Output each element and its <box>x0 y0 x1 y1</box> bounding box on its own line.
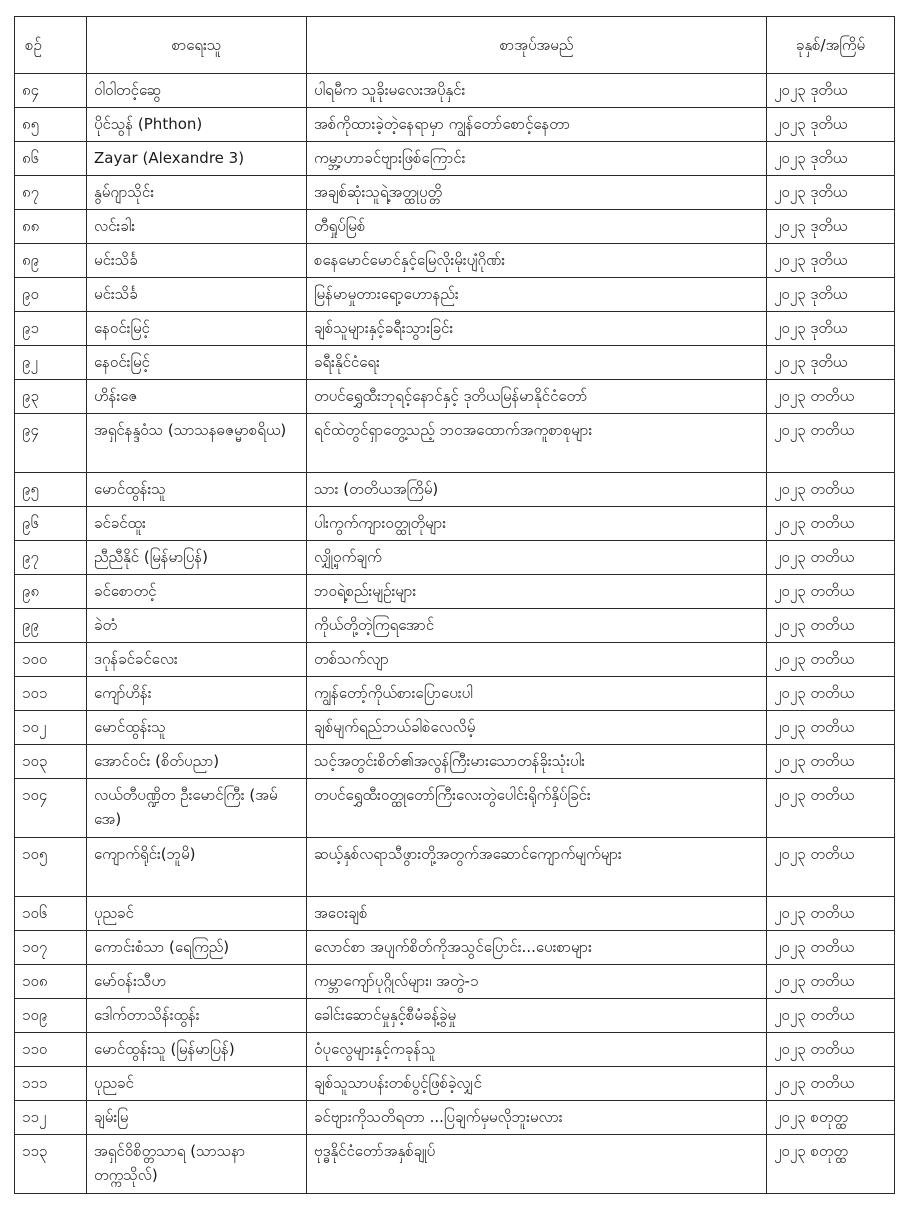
row-number: ၁၀၃ <box>15 745 87 779</box>
row-author: ခင်ခင်ထူး <box>87 507 307 541</box>
row-number: ၁၀၅ <box>15 838 87 897</box>
row-title: သင့်အတွင်းစိတ်၏အလွန်ကြီးမားသောတန်ခိုးသုံးပါး <box>307 745 767 779</box>
row-title: ဆယ့်နှစ်လရာသီဖွားတို့အတွက်အဆောင်ကျောက်မျက်များ <box>307 838 767 897</box>
row-number: ၁၁၂ <box>15 1101 87 1135</box>
row-number: ၉၅ <box>15 473 87 507</box>
row-author: နေဝင်းမြင့် <box>87 346 307 380</box>
row-author: Zayar (Alexandre 3) <box>87 142 307 176</box>
row-edition: ၂၀၂၃ တတိယ <box>767 541 895 575</box>
table-row <box>15 931 895 965</box>
row-edition: ၂၀၂၃ တတိယ <box>767 1067 895 1101</box>
row-author: ပုညခင် <box>87 1067 307 1101</box>
row-title: တီရှုပ်မြစ် <box>307 210 767 244</box>
row-title: ကိုယ်တို့တဲ့ကြရအောင် <box>307 609 767 643</box>
row-author: ပိုင်သွန် (Phthon) <box>87 108 307 142</box>
row-title: တပင်ရွှေထီးဘုရင့်နောင်နှင့် ဒုတိယမြန်မာနိုင်ငံတော် <box>307 380 767 414</box>
row-title: မြန်မာမှုတားရော့ဟောနည်း <box>307 278 767 312</box>
row-edition: ၂၀၂၃ ဒုတိယ <box>767 74 895 108</box>
table-row <box>15 74 895 108</box>
row-title: တပင်ရွှေထီးဝတ္ထုတော်ကြီးလေးတွဲပေါင်းရိုက်နှိပ်ခြင်း <box>307 779 767 838</box>
row-author: ကောင်းစံသာ (ရေကြည်) <box>87 931 307 965</box>
row-title: ချစ်မျက်ရည်ဘယ်ခါစဲလေလိမ့် <box>307 711 767 745</box>
row-title: အစ်ကိုထားခဲ့တဲ့နေရာမှာ ကျွန်တော်စောင့်နေတာ <box>307 108 767 142</box>
table-row <box>15 1135 895 1194</box>
table-row <box>15 1067 895 1101</box>
row-title: ကမ္ဘာ့ဟာခင်ဗျားဖြစ်ကြောင်း <box>307 142 767 176</box>
row-number: ၉၆ <box>15 507 87 541</box>
row-title: ချစ်သူသာပန်းတစ်ပွင့်ဖြစ်ခဲ့လျှင် <box>307 1067 767 1101</box>
row-edition: ၂၀၂၃ စတုတ္ထ <box>767 1101 895 1135</box>
row-number: ၉၂ <box>15 346 87 380</box>
table-row <box>15 965 895 999</box>
table-row <box>15 999 895 1033</box>
row-edition: ၂၀၂၃ ဒုတိယ <box>767 278 895 312</box>
row-author: အရှင်ဝိစိတ္တသာရ (သာသနာတက္ကသိုလ်) <box>87 1135 307 1194</box>
row-author: ပုညခင် <box>87 897 307 931</box>
row-author: မောင်ထွန်းသူ <box>87 473 307 507</box>
table-row <box>15 745 895 779</box>
row-title: စနေမောင်မောင်နှင့်မြေလိုးမိုးပျံဂိုဏ်း <box>307 244 767 278</box>
row-number: ၉၈ <box>15 575 87 609</box>
row-number: ၉၁ <box>15 312 87 346</box>
row-author: ဝါဝါတင့်ဆွေ <box>87 74 307 108</box>
table-row <box>15 779 895 838</box>
row-number: ၁၁၃ <box>15 1135 87 1194</box>
row-edition: ၂၀၂၃ ဒုတိယ <box>767 108 895 142</box>
row-edition: ၂၀၂၃ ဒုတိယ <box>767 346 895 380</box>
row-edition: ၂၀၂၃ တတိယ <box>767 380 895 414</box>
row-title: ကျွန်တော့်ကိုယ်စားပြောပေးပါ <box>307 677 767 711</box>
row-author: ခင်စောတင့် <box>87 575 307 609</box>
row-author: မင်းသိင်္ခ <box>87 244 307 278</box>
row-title: ဘဝရဲ့စည်းမျဉ်းများ <box>307 575 767 609</box>
row-edition: ၂၀၂၃ တတိယ <box>767 745 895 779</box>
row-edition: ၂၀၂၃ ဒုတိယ <box>767 142 895 176</box>
table-row <box>15 541 895 575</box>
table-row <box>15 473 895 507</box>
row-number: ၈၉ <box>15 244 87 278</box>
row-author: မောင်ထွန်းသူ (မြန်မာပြန်) <box>87 1033 307 1067</box>
row-author: အောင်ဝင်း (စိတ်ပညာ) <box>87 745 307 779</box>
row-number: ၈၇ <box>15 176 87 210</box>
row-number: ၉၇ <box>15 541 87 575</box>
row-title: လျှို့ဝှက်ချက် <box>307 541 767 575</box>
table-row <box>15 108 895 142</box>
row-edition: ၂၀၂၃ တတိယ <box>767 507 895 541</box>
row-author: ဟိန်းဇေ <box>87 380 307 414</box>
row-number: ၁၀၆ <box>15 897 87 931</box>
header-row <box>15 17 895 74</box>
row-number: ၁၀၁ <box>15 677 87 711</box>
row-author: ဒေါက်တာသိန်းထွန်း <box>87 999 307 1033</box>
row-number: ၁၀၉ <box>15 999 87 1033</box>
table-body <box>15 74 895 1194</box>
row-author: လင်းခါး <box>87 210 307 244</box>
row-number: ၉၄ <box>15 414 87 473</box>
row-edition: ၂၀၂၃ တတိယ <box>767 575 895 609</box>
table-row <box>15 575 895 609</box>
row-edition: ၂၀၂၃ စတုတ္ထ <box>767 1135 895 1194</box>
row-number: ၁၁၀ <box>15 1033 87 1067</box>
table-row <box>15 838 895 897</box>
row-title: ကမ္ဘာကျော်ပုဂ္ဂိုလ်များ၊ အတွဲ-၁ <box>307 965 767 999</box>
row-title: အချစ်ဆုံးသူရဲ့အတ္ထုပ္ပတ္တိ <box>307 176 767 210</box>
row-title: ဗုဒ္ဓနိုင်ငံတော်အနှစ်ချုပ် <box>307 1135 767 1194</box>
table-row <box>15 380 895 414</box>
row-title: တစ်သက်လျာ <box>307 643 767 677</box>
table-row <box>15 414 895 473</box>
header-number: စဉ် <box>15 17 87 74</box>
row-title: သား (တတိယအကြိမ်) <box>307 473 767 507</box>
table-row <box>15 677 895 711</box>
row-number: ၈၅ <box>15 108 87 142</box>
row-author: မော်ဝန်းသီဟ <box>87 965 307 999</box>
table-row <box>15 1033 895 1067</box>
row-edition: ၂၀၂၃ တတိယ <box>767 965 895 999</box>
table-row <box>15 210 895 244</box>
table-row <box>15 609 895 643</box>
row-title: ခေါင်းဆောင်မှုနှင့်စီမံခန့်ခွဲမှု <box>307 999 767 1033</box>
row-number: ၈၈ <box>15 210 87 244</box>
row-title: အဝေးချစ် <box>307 897 767 931</box>
row-number: ၁၀၀ <box>15 643 87 677</box>
row-title: ဝံပုလွေများနှင့်ကခုန်သူ <box>307 1033 767 1067</box>
row-edition: ၂၀၂၃ တတိယ <box>767 999 895 1033</box>
table-row <box>15 312 895 346</box>
table-row <box>15 711 895 745</box>
book-list-table <box>14 16 895 1194</box>
row-author: ကျော်ဟိန်း <box>87 677 307 711</box>
row-edition: ၂၀၂၃ ဒုတိယ <box>767 210 895 244</box>
row-title: ပါးကွက်ကျားဝတ္ထုတိုများ <box>307 507 767 541</box>
row-author: အရှင်နန္ဒဝံသ (သာသနဓဇမ္မာစရိယ) <box>87 414 307 473</box>
row-edition: ၂၀၂၃ တတိယ <box>767 779 895 838</box>
row-author: ချမ်းမြ <box>87 1101 307 1135</box>
row-number: ၁၀၈ <box>15 965 87 999</box>
table-row <box>15 643 895 677</box>
row-author: ဒဂုန်ခင်ခင်လေး <box>87 643 307 677</box>
row-number: ၈၆ <box>15 142 87 176</box>
table-header <box>15 17 895 74</box>
row-author: မောင်ထွန်းသူ <box>87 711 307 745</box>
row-author: ကျောက်ရိုင်း(ဘူမိ) <box>87 838 307 897</box>
row-author: ညီညီနိုင် (မြန်မာပြန်) <box>87 541 307 575</box>
row-author: ခဲတံ <box>87 609 307 643</box>
row-edition: ၂၀၂၃ ဒုတိယ <box>767 176 895 210</box>
row-edition: ၂၀၂၃ တတိယ <box>767 609 895 643</box>
row-edition: ၂၀၂၃ တတိယ <box>767 897 895 931</box>
row-number: ၁၀၄ <box>15 779 87 838</box>
row-edition: ၂၀၂၃ တတိယ <box>767 473 895 507</box>
row-author: နွမ်ဂျာသိုင်း <box>87 176 307 210</box>
row-number: ၁၀၂ <box>15 711 87 745</box>
header-edition: ခုနှစ်/အကြိမ် <box>767 17 895 74</box>
row-title: ခရီးနိုင်ငံရေး <box>307 346 767 380</box>
table-row <box>15 142 895 176</box>
row-number: ၉၀ <box>15 278 87 312</box>
row-author: မင်းသိင်္ခ <box>87 278 307 312</box>
row-number: ၉၃ <box>15 380 87 414</box>
row-edition: ၂၀၂၃ ဒုတိယ <box>767 244 895 278</box>
row-title: ခင်ဗျားကိုသတိရတာ ...ပြချက်မှမလိုဘူးမလား <box>307 1101 767 1135</box>
row-title: ချစ်သူများနှင့်ခရီးသွားခြင်း <box>307 312 767 346</box>
row-author: နေဝင်းမြင့် <box>87 312 307 346</box>
row-edition: ၂၀၂၃ တတိယ <box>767 414 895 473</box>
row-number: ၈၄ <box>15 74 87 108</box>
row-title: လောင်စာ အပျက်စိတ်ကိုအသွင်ပြောင်း...ပေးစာများ <box>307 931 767 965</box>
table-row <box>15 1101 895 1135</box>
row-title: ရင်ထဲတွင်ရှာတွေ့သည့် ဘဝအထောက်အကူစာစုများ <box>307 414 767 473</box>
row-edition: ၂၀၂၃ တတိယ <box>767 677 895 711</box>
row-title: ပါရမီက သူခိုးမလေးအပိုနှင်း <box>307 74 767 108</box>
row-edition: ၂၀၂၃ တတိယ <box>767 643 895 677</box>
table-row <box>15 278 895 312</box>
table-row <box>15 176 895 210</box>
row-number: ၁၀၇ <box>15 931 87 965</box>
row-number: ၁၁၁ <box>15 1067 87 1101</box>
table-row <box>15 897 895 931</box>
row-number: ၉၉ <box>15 609 87 643</box>
row-author: လယ်တီပဏ္ဍိတ ဦးမောင်ကြီး (အမ်အေ) <box>87 779 307 838</box>
row-edition: ၂၀၂၃ တတိယ <box>767 1033 895 1067</box>
header-author: စာရေးသူ <box>87 17 307 74</box>
row-edition: ၂၀၂၃ တတိယ <box>767 931 895 965</box>
table-row <box>15 244 895 278</box>
row-edition: ၂၀၂၃ ဒုတိယ <box>767 312 895 346</box>
header-title: စာအုပ်အမည် <box>307 17 767 74</box>
table-row <box>15 507 895 541</box>
table-row <box>15 346 895 380</box>
row-edition: ၂၀၂၃ တတိယ <box>767 838 895 897</box>
row-edition: ၂၀၂၃ တတိယ <box>767 711 895 745</box>
